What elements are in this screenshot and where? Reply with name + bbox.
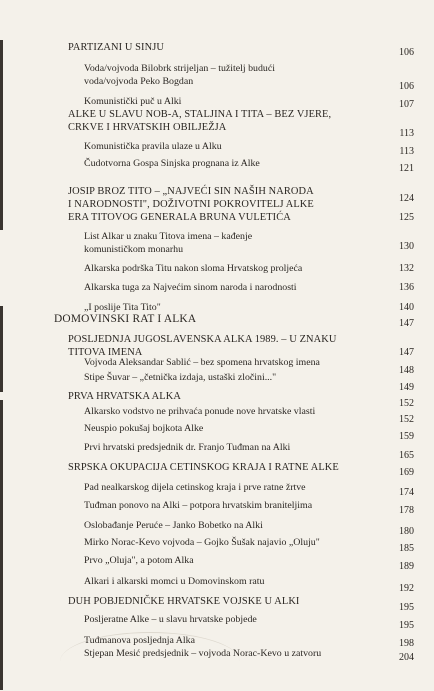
toc-page-number: 152 <box>399 398 414 409</box>
toc-entry-title: Komunistički puč u Alki <box>84 96 182 107</box>
toc-page-number: 180 <box>399 526 414 537</box>
toc-page-number: 204 <box>399 652 414 663</box>
margin-rule <box>0 40 3 230</box>
toc-entry-title: PARTIZANI U SINJU <box>68 42 164 53</box>
toc-entry-title: Vojvoda Aleksandar Sablić – bez spomena hrvatskog imena <box>84 357 320 368</box>
toc-entry-title: DUH POBJEDNIČKE HRVATSKE VOJSKE U ALKI <box>68 596 300 607</box>
toc-entry-title: Prvi hrvatski predsjednik dr. Franjo Tuđman na Alki <box>84 442 291 453</box>
toc-entry <box>84 282 297 295</box>
toc-page-number: 121 <box>399 163 414 174</box>
toc-entry <box>68 391 181 404</box>
toc-entry <box>84 500 312 513</box>
toc-entry-title: Oslobađanje Peruće – Janko Bobetko na Alki <box>84 520 263 531</box>
toc-page-number: 113 <box>399 128 414 139</box>
toc-entry-title: Stipe Šuvar – „četnička izdaja, ustaški zločini..." <box>84 372 277 383</box>
toc-entry <box>84 357 320 370</box>
toc-entry-title: POSLJEDNJA JUGOSLAVENSKA ALKA 1989. – U ZNAKU <box>68 334 337 345</box>
toc-entry-title-continued: I NARODNOSTI", DOŽIVOTNI POKROVITELJ ALKE <box>68 198 314 210</box>
toc-page-number: 195 <box>399 620 414 631</box>
toc-entry-title: ERA TITOVOG GENERALA BRUNA VULETIĆA <box>68 212 291 223</box>
toc-page-number: 178 <box>399 505 414 516</box>
toc-entry <box>84 231 252 256</box>
toc-entry-title: Tuđmanova posljednja Alka <box>84 635 195 646</box>
toc-page-number: 195 <box>399 602 414 613</box>
page-stain <box>60 632 240 691</box>
toc-entry-title: SRPSKA OKUPACIJA CETINSKOG KRAJA I RATNE ALKE <box>68 462 339 473</box>
toc-page-number: 125 <box>399 212 414 223</box>
toc-entry-title: Alkarsko vodstvo ne prihvaća ponude nove hrvatske vlasti <box>84 406 316 417</box>
toc-entry <box>84 576 264 589</box>
toc-entry <box>84 482 306 495</box>
toc-page-number: 148 <box>399 365 414 376</box>
toc-entry-title: Mirko Norac-Kevo vojvoda – Gojko Šušak najavio „Oluju" <box>84 537 320 548</box>
toc-page-number: 130 <box>399 241 414 252</box>
toc-entry-title: ALKE U SLAVU NOB-A, STALJINA I TITA – BEZ VJERE, <box>68 109 332 120</box>
toc-entry-title: Prvo „Oluja", a potom Alka <box>84 555 194 566</box>
toc-page-number: 198 <box>399 638 414 649</box>
toc-page-number: 132 <box>399 263 414 274</box>
toc-entry <box>84 372 276 385</box>
toc-entry-title-continued: komunističkom monarhu <box>84 243 184 255</box>
toc-entry-title: Voda/vojvoda Bilobrk strijeljan – tužitelj budući <box>84 63 275 74</box>
toc-entry <box>68 596 299 609</box>
toc-entry <box>84 158 260 171</box>
toc-entry-title: Posljeratne Alke – u slavu hrvatske pobjede <box>84 614 257 625</box>
toc-page-number: 147 <box>399 318 414 329</box>
toc-entry <box>84 555 194 568</box>
toc-entry <box>68 109 331 134</box>
toc-entry-title-continued: CRKVE I HRVATSKIH OBILJEŽJA <box>68 121 227 133</box>
toc-page-number: 159 <box>399 431 414 442</box>
toc-entry <box>68 334 336 359</box>
toc-entry <box>68 42 164 55</box>
toc-entry-title: Pad nealkarskog dijela cetinskog kraja i prve ratne žrtve <box>84 482 306 493</box>
toc-entry <box>84 63 275 88</box>
toc-entry <box>68 212 291 225</box>
toc-page-number: 140 <box>399 302 414 313</box>
toc-page-number: 106 <box>399 47 414 58</box>
toc-entry-title: JOSIP BROZ TITO – „NAJVEĆI SIN NAŠIH NARODA <box>68 186 314 197</box>
toc-entry <box>84 537 320 550</box>
margin-rule <box>0 400 3 690</box>
toc-page-number: 107 <box>399 99 414 110</box>
toc-entry <box>54 313 196 326</box>
toc-entry <box>84 406 315 419</box>
toc-entry-title: List Alkar u znaku Titova imena – kađenje <box>84 231 253 242</box>
margin-rule <box>0 306 3 392</box>
toc-page-number: 189 <box>399 561 414 572</box>
toc-page-number: 152 <box>399 414 414 425</box>
toc-entry <box>68 186 314 211</box>
toc-page-number: 165 <box>399 450 414 461</box>
toc-page-number: 185 <box>399 543 414 554</box>
toc-entry-title: „I poslije Tita Tito" <box>84 302 161 313</box>
toc-entry-title-continued: voda/vojvoda Peko Bogdan <box>84 75 194 87</box>
toc-entry-title: Komunistička pravila ulaze u Alku <box>84 141 222 152</box>
toc-entry-title-continued: TITOVA IMENA <box>68 346 143 358</box>
toc-entry-title: Alkarska tuga za Najvećim sinom naroda i narodnosti <box>84 282 297 293</box>
toc-page-number: 192 <box>399 583 414 594</box>
toc-entry <box>84 442 290 455</box>
toc-page-number: 136 <box>399 282 414 293</box>
toc-page-number: 113 <box>399 146 414 157</box>
toc-entry-title: Stjepan Mesić predsjednik – vojvoda Norac-Kevo u zatvoru <box>84 648 322 659</box>
toc-page-number: 147 <box>399 347 414 358</box>
toc-entry <box>84 423 203 436</box>
toc-entry-title: PRVA HRVATSKA ALKA <box>68 391 181 402</box>
toc-entry <box>84 614 257 627</box>
toc-entry <box>84 96 181 109</box>
toc-entry <box>84 263 302 276</box>
toc-entry-title: Alkarska podrška Titu nakon sloma Hrvatskog proljeća <box>84 263 303 274</box>
toc-entry <box>84 520 263 533</box>
toc-page-number: 174 <box>399 487 414 498</box>
toc-page-number: 106 <box>399 81 414 92</box>
toc-entry <box>84 141 222 154</box>
toc-page-number: 124 <box>399 193 414 204</box>
toc-entry-title: Tuđman ponovo na Alki – potpora hrvatskim braniteljima <box>84 500 313 511</box>
toc-entry-title: Alkari i alkarski momci u Domovinskom ratu <box>84 576 265 587</box>
toc-entry-title: Čudotvorna Gospa Sinjska prognana iz Alke <box>84 158 260 169</box>
toc-entry <box>68 462 339 475</box>
toc-page-number: 149 <box>399 382 414 393</box>
toc-entry-title: Neuspio pokušaj bojkota Alke <box>84 423 204 434</box>
toc-entry-title: DOMOVINSKI RAT I ALKA <box>54 313 197 325</box>
toc-page-number: 169 <box>399 467 414 478</box>
